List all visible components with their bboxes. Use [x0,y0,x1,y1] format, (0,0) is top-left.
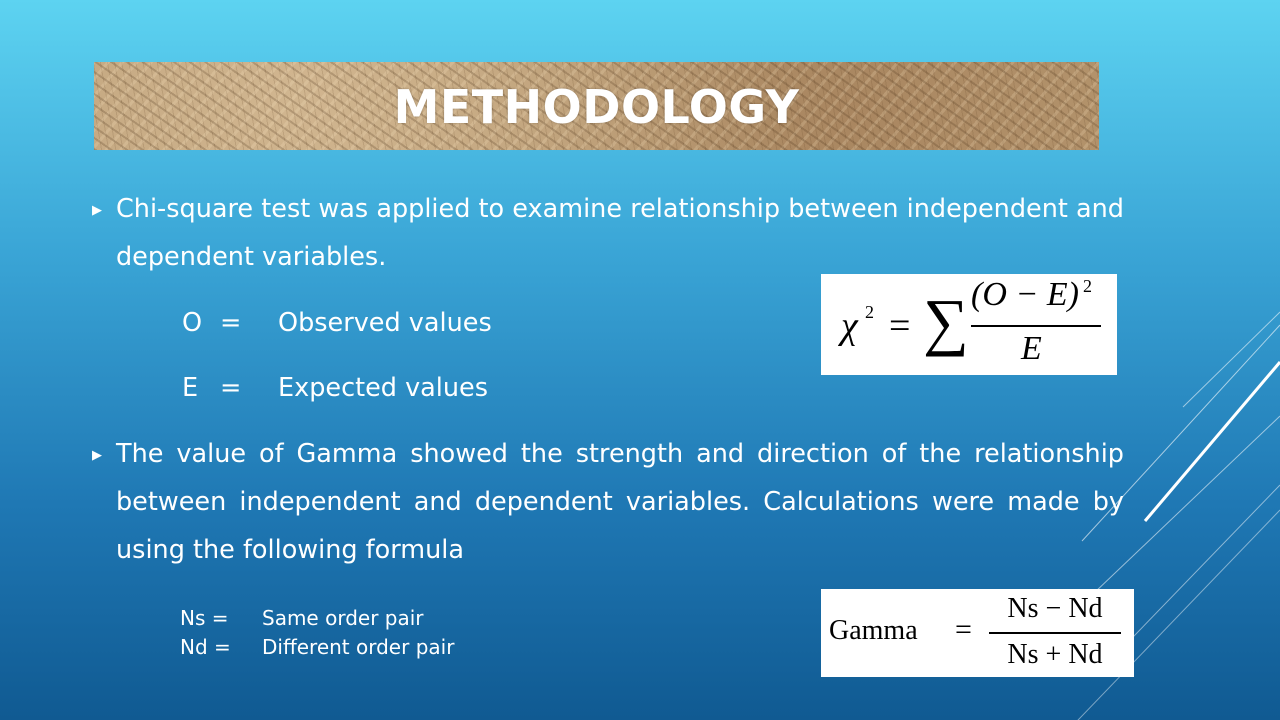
chi-denominator: E [1021,330,1042,367]
chi-numerator-power: 2 [1083,276,1092,296]
chi-square-formula [821,274,1117,375]
bullet-gamma: The value of Gamma showed the strength and direction of the relationship between independent and dependent variables. Calculations were made by using the following formula [116,439,1124,565]
bullet-marker-1: ▶ [92,203,102,218]
chi-symbol: χ [841,305,858,347]
bullet-marker-2: ▶ [92,448,102,463]
bullet-chi-square: Chi-square test was applied to examine relationship between independent and dependent variables. [116,194,1124,272]
gamma-denominator: Ns + Nd [1007,639,1103,670]
def-meaning: Expected values [278,373,489,403]
slide-title: METHODOLOGY [393,80,800,134]
fraction-bar [971,325,1101,327]
def-equals: = [220,373,242,403]
def-meaning: Observed values [278,308,492,338]
def-symbol: E [182,373,199,403]
def-symbol: O [182,308,203,338]
chi-numerator: (O − E) [971,276,1079,313]
def-symbol: Ns = [180,606,229,630]
gamma-numerator: Ns − Nd [1007,593,1103,624]
gamma-formula [821,589,1134,677]
chi-power: 2 [865,302,874,322]
definition-expected [182,373,488,403]
def-equals: = [220,308,242,338]
def-meaning: Same order pair [262,606,424,630]
chi-equals: = [889,305,911,347]
gamma-lhs: Gamma [829,615,918,646]
sum-symbol: ∑ [923,286,969,357]
gamma-equals: = [955,613,972,646]
gamma-fraction-bar [989,632,1121,634]
def-symbol: Nd = [180,635,231,659]
title-banner [94,62,1099,150]
definition-nd [180,635,454,659]
definition-observed [182,308,492,338]
def-meaning: Different order pair [262,635,455,659]
definition-ns [180,606,424,630]
